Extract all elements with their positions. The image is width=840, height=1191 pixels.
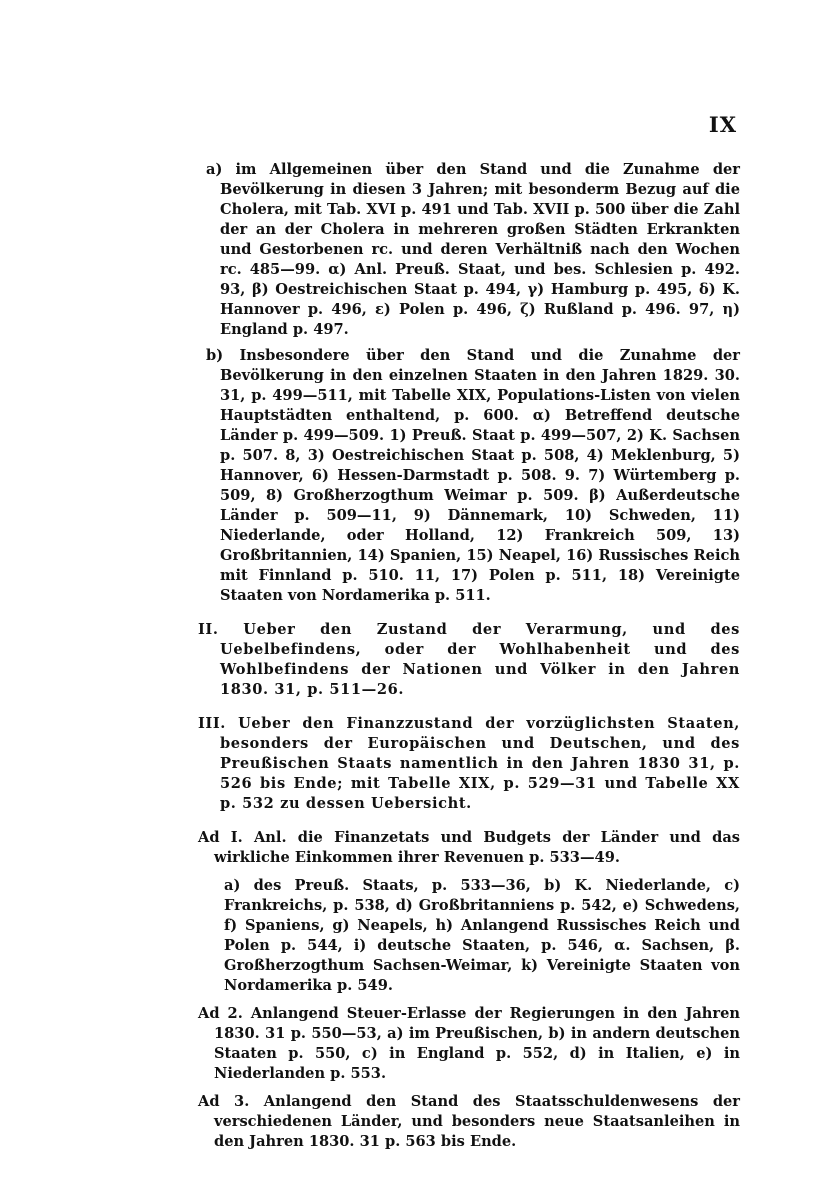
subsection-b: b) Insbesondere über den Stand und die Zunahme der Bevölkerung in den einzelnen Staaten in den Jahren 1829. 30. 31, p. 499—511, mit Tabelle XIX, Populations-Listen von vielen Hauptstädten enthaltend, p. 600. α) Betreffend deutsche Länder p. 499—509. 1) Preuß. Staat p. 499—507, 2) K. Sachsen p. 507. 8, 3) Oestreichischen Staat p. 508, 4) Meklenburg, 5) Hannover, 6) Hessen-Darmstadt p. 508. 9. 7) Würtemberg p. 509, 8) Großherzogthum Weimar p. 509. β) Außerdeutsche Länder p. 509—11, 9) Dännemark, 10) Schweden, 11) Niederlande, oder Holland, 12) Frankreich 509, 13) Großbritannien, 14) Spanien, 15) Neapel, 16) Russisches Reich mit Finnland p. 510. 11, 17) Polen p. 511, 18) Vereinigte Staaten von Nordamerika p. 511. bbox=[206, 347, 740, 604]
ad-1-detail bbox=[198, 876, 740, 996]
page-number: IX bbox=[708, 112, 737, 137]
table-of-contents bbox=[198, 160, 740, 1160]
ad-3: Ad 3. Anlangend den Stand des Staatsschuldenwesens der verschiedenen Länder, und besonders neue Staatsanleihen in den Jahren 1830. 31 p. 563 bis Ende. bbox=[198, 1093, 740, 1150]
ad-1-detail-text: a) des Preuß. Staats, p. 533—36, b) K. Niederlande, c) Frankreichs, p. 538, d) Großbritanniens p. 542, e) Schwedens, f) Spaniens, g) Neapels, h) Anlangend Russisches Reich und Polen p. 544, i) deutsche Staaten, p. 546, α. Sachsen, β. Großherzogthum Sachsen-Weimar, k) Vereinigte Staaten von Nordamerika p. 549. bbox=[224, 877, 740, 994]
ad-2: Ad 2. Anlangend Steuer-Erlasse der Regierungen in den Jahren 1830. 31 p. 550—53, a) im Preußischen, b) in andern deutschen Staaten p. 550, c) in England p. 552, d) in Italien, e) in Niederlanden p. 553. bbox=[198, 1005, 740, 1082]
section-iii: III. Ueber den Finanzzustand der vorzüglichsten Staaten, besonders der Europäischen und Deutschen, und des Preußischen Staats namentlich in den Jahren 1830 31, p. 526 bis Ende; mit Tabelle XIX, p. 529—31 und Tabelle XX p. 532 zu dessen Uebersicht. bbox=[198, 715, 740, 812]
section-ii: II. Ueber den Zustand der Verarmung, und des Uebelbefindens, oder der Wohlhabenheit und des Wohlbefindens der Nationen und Völker in den Jahren 1830. 31, p. 511—26. bbox=[198, 621, 740, 698]
ad-1-heading: Ad I. Anl. die Finanzetats und Budgets der Länder und das wirkliche Einkommen ihrer Revenuen p. 533—49. bbox=[198, 829, 740, 866]
subsection-a: a) im Allgemeinen über den Stand und die Zunahme der Bevölkerung in diesen 3 Jahren; mit besonderm Bezug auf die Cholera, mit Tab. XVI p. 491 und Tab. XVII p. 500 über die Zahl der an der Cholera in mehreren großen Städten Erkrankten und Gestorbenen rc. und deren Verhältniß nach den Wochen rc. 485—99. α) Anl. Preuß. Staat, und bes. Schlesien p. 492. 93, β) Oestreichischen Staat p. 494, γ) Hamburg p. 495, δ) K. Hannover p. 496, ε) Polen p. 496, ζ) Rußland p. 496. 97, η) England p. 497. bbox=[206, 161, 740, 338]
